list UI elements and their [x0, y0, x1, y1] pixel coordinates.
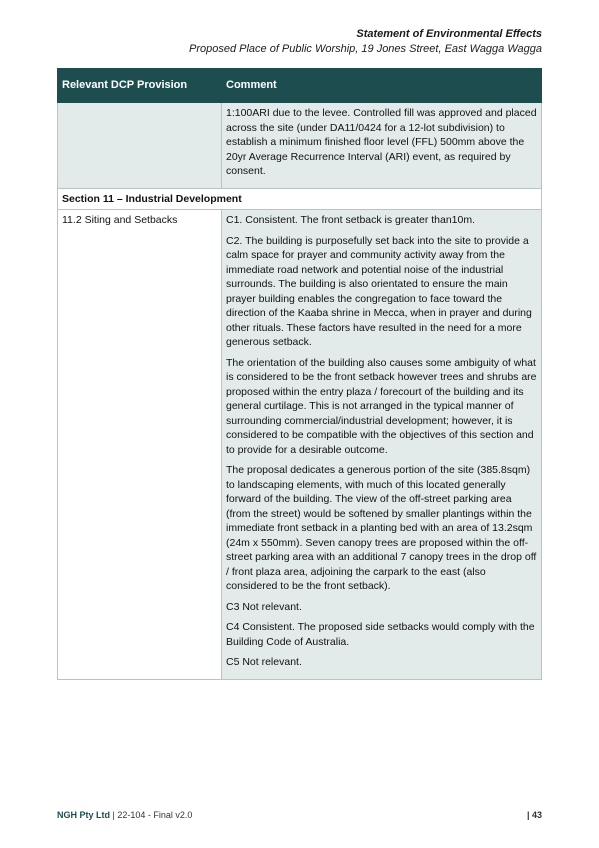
document-subtitle: Proposed Place of Public Worship, 19 Jones Street, East Wagga Wagga	[188, 43, 542, 55]
page-number: | 43	[526, 810, 542, 820]
comment-cell	[222, 210, 542, 680]
comment-cell	[222, 103, 542, 189]
section-heading: Section 11 – Industrial Development	[58, 188, 542, 210]
comment-paragraph: The orientation of the building also causes some ambiguity of what is considered to be the front setback however trees and shrubs are proposed within the entry plaza / forecourt of the building and its general curtilage. This is not arranged in the typical manner of surrounding commercial/industrial development; however, it is considered to be compatible with the objectives of this section and to provide for a desirable outcome.	[226, 356, 537, 456]
table-row	[58, 210, 542, 680]
table-header-row	[58, 69, 542, 103]
empty-provision-cell	[58, 103, 222, 189]
comment-paragraph: C4 Consistent. The proposed side setbacks would comply with the Building Code of Australia.	[226, 621, 535, 648]
comment-paragraph: C5 Not relevant.	[226, 656, 302, 668]
comment-paragraph: The proposal dedicates a generous portion of the site (385.8sqm) to landscaping elements, with much of this located generally forward of the building. The view of the off-street parking area (from the street) would be softened by smaller plantings within the immediate front setback in a planting bed with an area of 13.2sqm (24m x 550mm). Seven canopy trees are proposed within the off-street parking area with an additional 7 canopy trees in the drop off / front plaza area, adjoining the carpark to the east (also considered to be the front setback).	[226, 464, 537, 592]
comment-paragraph: C3 Not relevant.	[226, 600, 302, 613]
column-header-comment: Comment	[222, 69, 542, 103]
comment-paragraph: 1:100ARI due to the levee. Controlled fill was approved and placed across the site (under DA11/0424 for a 12-lot subdivision) to establish a minimum finished floor level (FFL) 500mm above the 20yr Average Recurrence Interval (ARI) event, as required by consent.	[226, 107, 537, 177]
page-header	[189, 27, 542, 57]
dcp-table	[57, 68, 542, 680]
section-row	[58, 188, 542, 210]
footer-company: NGH Pty Ltd	[57, 810, 110, 820]
footer-separator: |	[110, 810, 118, 820]
footer-doc-ref: 22-104 - Final v2.0	[117, 810, 193, 820]
table-row	[58, 103, 542, 189]
provision-cell: 11.2 Siting and Setbacks	[58, 210, 222, 680]
footer-left	[57, 810, 192, 820]
document-title: Statement of Environmental Effects	[356, 28, 542, 40]
comment-paragraph: C2. The building is purposefully set back into the site to provide a calm space for prayer and community activity away from the immediate road network and potential noise of the industrial surrounds. The building is also orientated to ensure the main prayer building enables the congregation to face toward the direction of the Kaaba shrine in Mecca, when in prayer and during other rituals. These factors have resulted in the need for a more generous setback.	[226, 234, 532, 348]
comment-paragraph: C1. Consistent. The front setback is greater than10m.	[226, 214, 476, 226]
column-header-provision: Relevant DCP Provision	[58, 69, 222, 103]
